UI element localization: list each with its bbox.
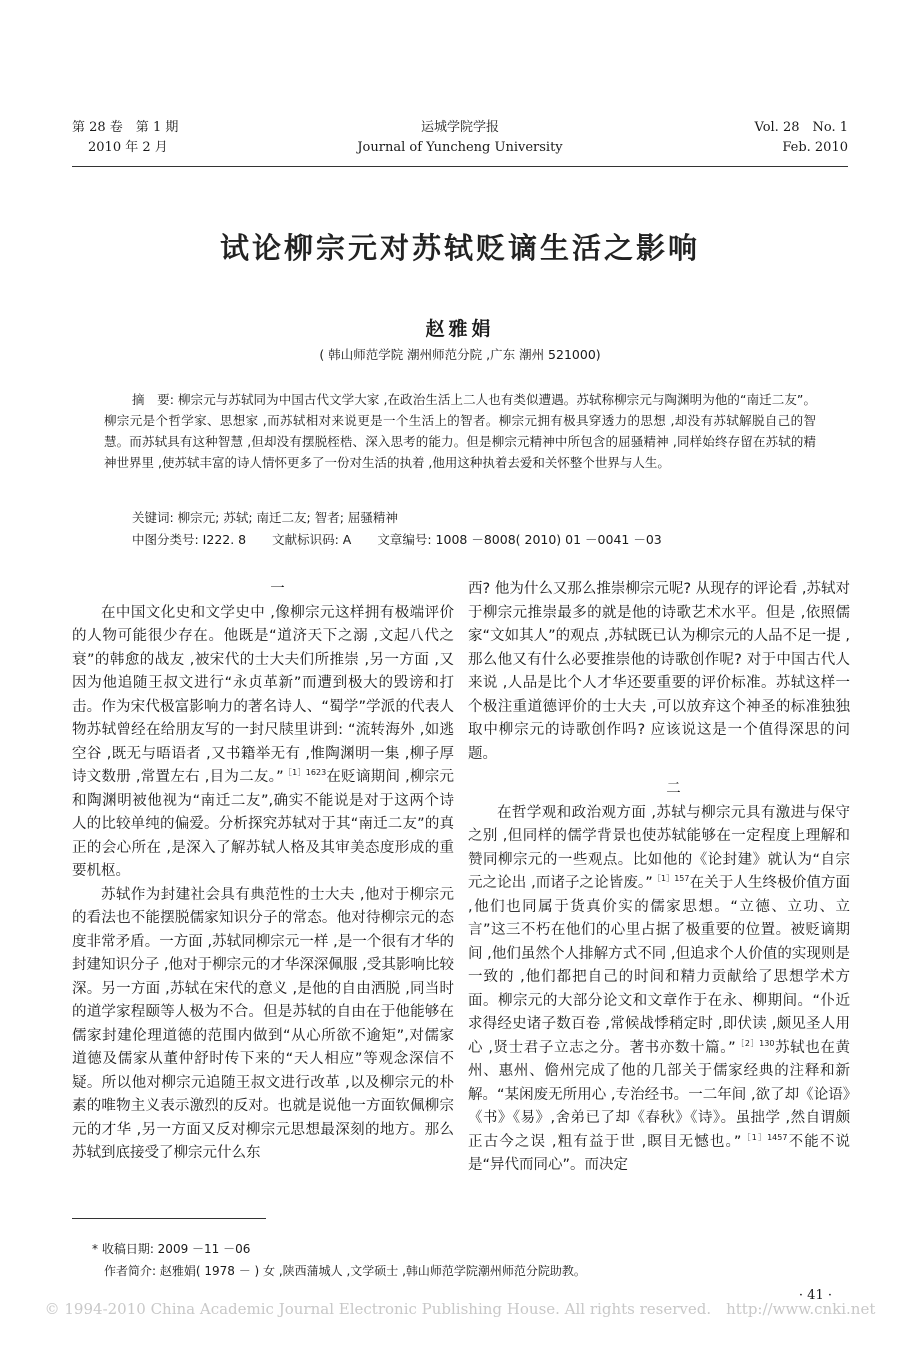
volume-issue-en: Vol. 28 No. 1 [754, 120, 848, 135]
author-bio: 作者简介: 赵雅娟( 1978 － ) 女 ,陕西蒲城人 ,文学硕士 ,韩山师范学院潮州师范分院助教。 [104, 1264, 586, 1278]
paragraph-text: 不能不说是“异代而同心”。而决定 [468, 1133, 851, 1173]
paragraph: 西? 他为什么又那么推崇柳宗元呢? 从现存的评论看 ,苏轼对于柳宗元推崇最多的就是他的诗歌艺术水平。但是 ,依照儒家“文如其人”的观点 ,苏轼既已认为柳宗元的人品不足一提 ,那么他又有什么必要推崇他的诗歌创作呢? 对于中国古代人来说 ,人品是比个人才华还要重要的评价标准。苏轼这样一个极注重道德评价的士大夫 ,可以放弃这个神圣的标准独独取中柳宗元的诗歌创作吗? 应该说这是一个值得深思的问题。 [468, 581, 850, 762]
paragraph-text: 在中国文化史和文学史中 ,像柳宗元这样拥有极端评价的人物可能很少存在。他既是“道济天下之溺 ,文起八代之衰”的韩愈的战友 ,被宋代的士大夫们所推崇 ,另一方面 ,又因为他追随王叔文进行“永贞革新”而遭到极大的毁谤和打击。作为宋代极富影响力的著名诗人、“蜀学”学派的代表人物苏轼曾经在给朋友写的一封尺牍里讲到: “流转海外 ,如逃空谷 ,既无与晤语者 ,又书籍举无有 ,惟陶渊明一集 ,柳子厚诗文数册 ,常置左右 ,目为二友。” [72, 604, 454, 785]
paragraph-text: 苏轼也在黄州、惠州、儋州完成了他的几部关于儒家经典的注释和新解。“某闲废无所用心 ,专治经书。一二年间 ,欲了却《论语》《书》《易》,舍弟已了却《春秋》《诗》。虽拙学 ,然自谓颇正古今之误 ,粗有益于世 ,瞑目无憾也。” [468, 1039, 851, 1150]
paragraph [72, 602, 454, 884]
section-heading-1: 一 [270, 581, 285, 597]
article-title: 试论柳宗元对苏轼贬谪生活之影响 [219, 231, 700, 265]
citation: ［2］130 [735, 1038, 775, 1048]
abstract-text: 摘 要: 柳宗元与苏轼同为中国古代文学大家 ,在政治生活上二人也有类似遭遇。苏轼称柳宗元与陶渊明为他的“南迁二友”。柳宗元是个哲学家、思想家 ,而苏轼相对来说更是一个生活上的智者。柳宗元拥有极具穿透力的思想 ,却没有苏轼解脱自己的智慧。而苏轼具有这种智慧 ,但却没有摆脱桎梏、深入思考的能力。但是柳宗元精神中所包含的屈骚精神 ,同样始终存留在苏轼的精神世界里 ,使苏轼丰富的诗人情怀更多了一份对生活的执着 ,他用这种执着去爱和关怀整个世界与人生。 [104, 392, 816, 470]
publication-date-en: Feb. 2010 [782, 140, 848, 155]
classification-line [132, 529, 832, 550]
copyright-watermark: © 1994-2010 China Academic Journal Electronic Publishing House. All rights reserved. http://www.cnki.net [44, 1300, 876, 1318]
journal-volume-en [755, 118, 849, 158]
author-name: 赵雅娟 [425, 318, 495, 340]
paragraph [468, 802, 850, 1178]
citation: ［1］157 [652, 874, 690, 884]
received-date: * 收稿日期: 2009 －11 －06 [92, 1242, 251, 1256]
keywords: 关键词: 柳宗元; 苏轼; 南迁二友; 智者; 屈骚精神 [132, 510, 398, 525]
document-code: 文献标识码: A [272, 532, 352, 547]
author-affiliation: ( 韩山师范学院 潮州师范分院 ,广东 潮州 521000) [319, 347, 601, 362]
clc-number: 中图分类号: I222. 8 [132, 532, 247, 547]
header-rule [72, 166, 848, 167]
left-column [72, 578, 454, 1166]
journal-name-en: Journal of Yuncheng University [357, 140, 563, 155]
journal-name-cn: 运城学院学报 [420, 120, 499, 135]
paragraph-text: 在贬谪期间 ,柳宗元和陶渊明被他视为“南迁二友”,确实不能说是对于这两个诗人的比较单纯的偏爱。分析探究苏轼对于其“南迁二友”的真正的会心所在 ,是深入了解苏轼人格及其审美态度形成的重要机枢。 [72, 769, 454, 879]
right-column [468, 578, 850, 1178]
volume-issue: 第 28 卷 第 1 期 [72, 120, 179, 135]
page-number: · 41 · [798, 1288, 832, 1303]
paragraph-text: 在哲学观和政治观方面 ,苏轼与柳宗元具有激进与保守之别 ,但同样的儒学背景也使苏轼能够在一定程度上理解和赞同柳宗元的一些观点。比如他的《论封建》就认为“自宗元之论出 ,而诸子之论皆废。” [468, 804, 850, 891]
footnote-rule [72, 1218, 266, 1219]
paragraph-text: 在关于人生终极价值方面 ,他们也同属于货真价实的儒家思想。“立德、立功、立言”这三不朽在他们的心里占据了极重要的位置。被贬谪期间 ,他们虽然个人排解方式不同 ,但追求个人价值的实现则是一致的 ,他们都把自己的时间和精力贡献给了思想学术方面。柳宗元的大部分论文和文章作于在永、柳期间。“仆近求得经史诸子数百卷 ,常候战悸稍定时 ,即伏读 ,颇见圣人用心 ,贤士君子立志之分。著书亦数十篇。” [468, 875, 851, 1056]
publication-date: 2010 年 2 月 [88, 140, 168, 155]
citation: ［1］1457 [741, 1132, 788, 1142]
article-number: 文章编号: 1008 －8008( 2010) 01 －0041 －03 [377, 532, 662, 547]
abstract [104, 389, 816, 473]
section-heading-2: 二 [666, 781, 681, 797]
paragraph: 苏轼作为封建社会具有典范性的士大夫 ,他对于柳宗元的看法也不能摆脱儒家知识分子的常态。他对待柳宗元的态度非常矛盾。一方面 ,苏轼同柳宗元一样 ,是一个很有才华的封建知识分子 ,他对于柳宗元的才华深深佩服 ,受其影响比较深。另一方面 ,苏轼在宋代的意义 ,是他的自由洒脱 ,同当时的道学家程颐等人极为不合。但是苏轼的自由在于他能够在儒家封建伦理道德的范围内做到“从心所欲不逾矩”,对儒家道德及儒家从董仲舒时传下来的“天人相应”等观念深信不疑。所以他对柳宗元追随王叔文进行改革 ,以及柳宗元的朴素的唯物主义表示激烈的反对。也就是说他一方面钦佩柳宗元的才华 ,另一方面又反对柳宗元思想最深刻的地方。那么苏轼到底接受了柳宗元什么东 [72, 886, 454, 1161]
citation: ［1］1623 [283, 768, 327, 778]
